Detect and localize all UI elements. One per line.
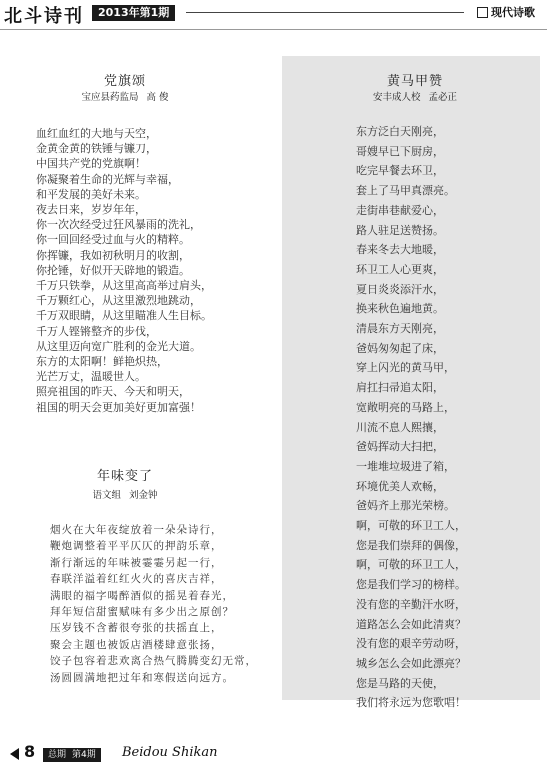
poem-line: 千万颗红心，从这里激烈地跳动， <box>36 294 201 308</box>
poem-line: 春来冬去大地暖， <box>356 243 444 257</box>
poem-line: 你凝聚着生命的光辉与幸福， <box>36 172 179 186</box>
poem-line: 拜年短信甜蜜赋味有多少出之原创？ <box>50 606 234 619</box>
poem-line: 啊，可敬的环卫工人， <box>356 519 466 533</box>
poem-line: 千万只铁拳，从这里高高举过肩头， <box>36 279 212 293</box>
author-affiliation: 安丰成人校 <box>372 92 421 103</box>
poem-line: 您是马路的天使， <box>356 676 444 690</box>
poem-line: 川流不息人熙攘， <box>356 420 444 434</box>
footer-issue-label: 第4期 <box>72 750 96 760</box>
poem-line: 和平发展的美好未来。 <box>36 187 146 201</box>
poem-line: 祖国的明天会更加美好更加富强！ <box>36 400 201 414</box>
page-number: 8 <box>24 742 36 761</box>
poem-line: 爸妈挥动大扫把， <box>356 440 444 454</box>
poem-line: 你一回回经受过血与火的精粹。 <box>36 233 190 247</box>
magazine-latin-name: Beidou Shikan <box>122 745 218 760</box>
poem-line: 夏日炎炎添汗水， <box>356 282 444 296</box>
poem-line: 金黄金黄的铁锤与镰刀， <box>36 142 157 156</box>
poem-title: 年味变了 <box>96 469 153 484</box>
poem-line: 血红血红的大地与天空， <box>36 127 157 140</box>
page-header <box>0 0 547 30</box>
footer-issue-badge <box>43 748 101 762</box>
poem-line: 啊，可敬的环卫工人， <box>356 558 466 572</box>
poem-line: 爸妈匆匆起了床， <box>356 341 444 355</box>
poem-line: 哥嫂早已下厨房， <box>356 144 444 158</box>
poem-line: 千万人铿锵整齐的步伐， <box>36 324 157 338</box>
poem-line: 清晨东方天刚亮， <box>356 322 444 336</box>
poem-line: 没有您的艰辛劳动呀， <box>356 637 466 651</box>
poem-line: 中国共产党的党旗啊！ <box>36 157 146 171</box>
header-divider <box>0 29 547 30</box>
poem-line: 光芒万丈，温暖世人。 <box>36 370 146 384</box>
poem-body <box>356 122 466 713</box>
poem-line: 你挥镰，我如初秋明月的收割， <box>36 248 190 262</box>
poem-line: 照亮祖国的昨天、今天和明天， <box>36 385 190 399</box>
poem-line: 环境优美人欢畅， <box>356 479 444 493</box>
poem-line: 从这里迈向宽广胜利的金光大道。 <box>36 339 201 353</box>
poem-body <box>50 522 257 686</box>
poem-line: 路人驻足送赞扬。 <box>356 223 444 237</box>
author-name: 高 俊 <box>146 92 169 103</box>
issue-badge: 2013年第1期 <box>92 5 175 21</box>
poem-title: 党旗颂 <box>103 74 146 89</box>
poem-line: 夜去日来，岁岁年年， <box>36 203 146 217</box>
poem-line: 你一次次经受过狂风暴雨的洗礼， <box>36 218 201 232</box>
poem-author <box>40 487 210 501</box>
poem-line: 春联洋溢着红红火火的喜庆吉祥， <box>50 573 223 586</box>
poem-line: 吃完早餐去环卫， <box>356 164 444 178</box>
poem-line: 东方的太阳啊！鲜艳炽热， <box>36 355 168 369</box>
poem-author <box>40 89 210 103</box>
poem-line: 走街串巷献爱心， <box>356 203 444 217</box>
poem-line: 肩扛扫帚追太阳， <box>356 381 444 395</box>
poem-line: 聚会主题也被饭店酒楼肆意张扬， <box>50 638 223 651</box>
poem-line: 套上了马甲真漂亮。 <box>356 184 455 198</box>
poem-line: 饺子包容着悲欢离合热气腾腾变幻无常， <box>50 655 257 668</box>
author-name: 刘金钟 <box>129 490 158 501</box>
author-affiliation: 语文组 <box>92 490 121 501</box>
poem-line: 城乡怎么会如此漂亮？ <box>356 656 466 670</box>
poem-title: 黄马甲赞 <box>386 74 443 89</box>
poem-line: 您是我们崇拜的偶像， <box>356 538 466 552</box>
poem-line: 宽敞明亮的马路上， <box>356 400 455 414</box>
footer-total-label: 总期 <box>48 750 67 760</box>
author-name: 孟必正 <box>428 92 458 103</box>
page-arrow-icon <box>10 748 19 760</box>
poem-line: 道路怎么会如此清爽？ <box>356 617 466 631</box>
poem-line: 一堆堆垃圾进了箱， <box>356 459 455 473</box>
poem-line: 满眼的福字喝醉酒似的摇晃着春光， <box>50 589 234 602</box>
poem-line: 穿上闪光的黄马甲， <box>356 361 455 375</box>
poem-line: 渐行渐远的年味被霎霎另起一行， <box>50 556 223 569</box>
section-box-icon <box>477 7 488 18</box>
poem-line: 烟火在大年夜绽放着一朵朵诗行， <box>50 524 223 536</box>
section-label: 现代诗歌 <box>491 6 535 19</box>
poem-line: 您是我们学习的榜样。 <box>356 578 466 592</box>
magazine-title: 北斗诗刊 <box>4 6 84 27</box>
poem-line: 我们将永远为您歌唱！ <box>356 696 466 710</box>
header-rule <box>186 12 464 13</box>
poem-line: 千万双眼睛，从这里瞄准人生目标。 <box>36 309 212 323</box>
poem-body <box>36 126 212 415</box>
poem-line: 没有您的辛勤汗水呀， <box>356 597 466 611</box>
poem-line: 汤圆圆满地把过年和寒假送向远方。 <box>50 671 234 684</box>
poem-line: 爸妈齐上那光荣榜。 <box>356 499 455 513</box>
poem-line: 换来秋色遍地黄。 <box>356 302 444 316</box>
poem-line: 鞭炮调整着平平仄仄的押韵乐章， <box>50 540 223 553</box>
poem-author <box>330 89 500 103</box>
poem-line: 环卫工人心更爽， <box>356 262 444 276</box>
poem-line: 压岁钱不含蓄很夸张的扶摇直上， <box>50 622 223 635</box>
author-affiliation: 宝应县药监局 <box>81 92 139 103</box>
poem-line: 你抡锤，好似开天辟地的锻造。 <box>36 263 190 277</box>
poem-line: 东方泛白天刚亮， <box>356 125 444 138</box>
